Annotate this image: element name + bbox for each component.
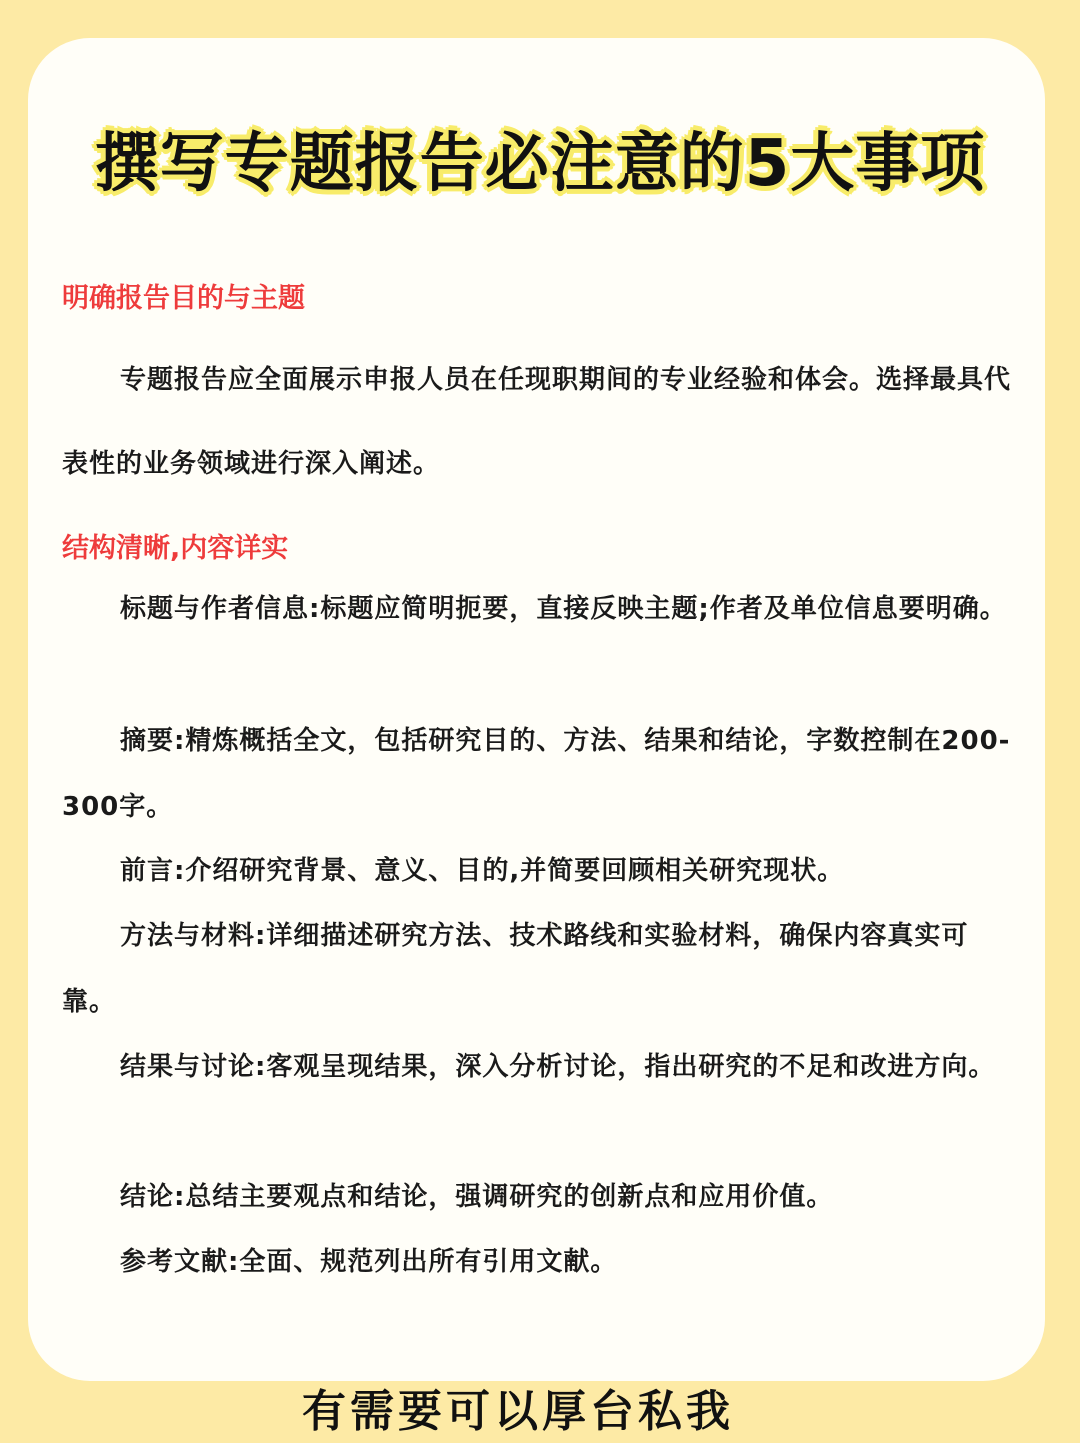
paragraph-results: 结果与讨论:客观呈现结果，深入分析讨论，指出研究的不足和改进方向。 <box>120 1052 996 1082</box>
paragraph-references: 参考文献:全面、规范列出所有引用文献。 <box>120 1247 618 1277</box>
footer-cta: 有需要可以厚台私我 <box>302 1386 734 1437</box>
section-heading-purpose: 明确报告目的与主题 <box>62 283 305 314</box>
paragraph-preface: 前言:介绍研究背景、意义、目的,并简要回顾相关研究现状。 <box>120 856 845 886</box>
section-heading-structure: 结构清晰,内容详实 <box>62 533 289 564</box>
paragraph-conclusion: 结论:总结主要观点和结论，强调研究的创新点和应用价值。 <box>120 1182 834 1212</box>
paragraph-methods: 方法与材料:详细描述研究方法、技术路线和实验材料，确保内容真实可靠。 <box>62 921 969 1017</box>
page-title: 撰写专题报告必注意的5大事项 <box>94 127 986 201</box>
paragraph-abstract: 摘要:精炼概括全文，包括研究目的、方法、结果和结论，字数控制在200-300字。 <box>62 726 1011 822</box>
paragraph-purpose: 专题报告应全面展示申报人员在任现职期间的专业经验和体会。选择最具代表性的业务领域进行深入阐述。 <box>62 365 1012 479</box>
paragraph-title-author: 标题与作者信息:标题应简明扼要，直接反映主题;作者及单位信息要明确。 <box>120 594 1007 624</box>
